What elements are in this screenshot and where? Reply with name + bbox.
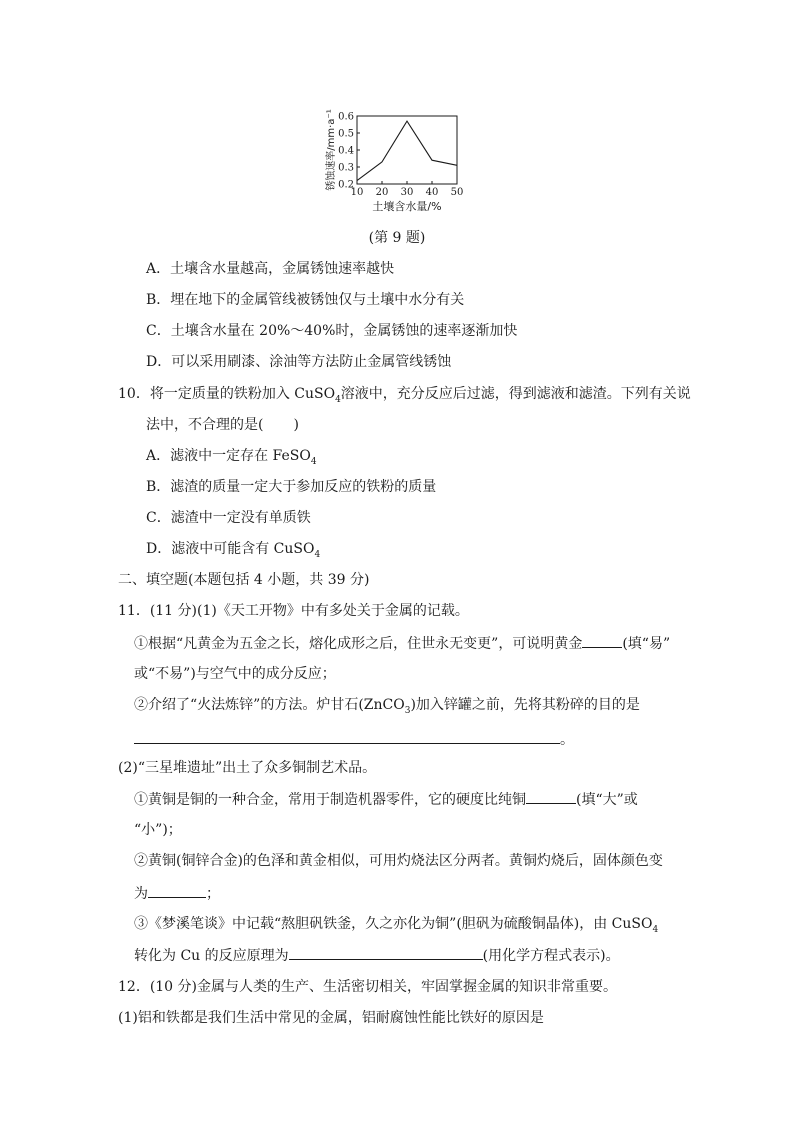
y-tick-label: 0.6 (338, 111, 354, 123)
answer-blank[interactable] (526, 789, 576, 804)
answer-blank[interactable] (289, 945, 483, 960)
q9-option-d: D．可以采用刷漆、涂油等方法防止金属管线锈蚀 (146, 354, 452, 370)
y-tick-label: 0.5 (338, 128, 354, 140)
x-tick-label: 40 (425, 187, 439, 198)
figure-caption: (第 9 题) (368, 230, 426, 246)
q11-2-3-line2: 转化为 Cu 的反应原理为 (用化学方程式表示)。 (134, 945, 620, 966)
x-axis-label: 土壤含水量/% (372, 200, 442, 213)
plot-frame (357, 116, 457, 184)
q12-part1: (1)铝和铁都是我们生活中常见的金属，铝耐腐蚀性能比铁好的原因是 (118, 1010, 544, 1026)
q10-option-b: B．滤渣的质量一定大于参加反应的铁粉的质量 (146, 479, 437, 495)
q11-2-1-line1: ①黄铜是铜的一种合金，常用于制造机器零件，它的硬度比纯铜 (填“大”或 (134, 789, 638, 810)
q12-head: 12．(10 分)金属与人类的生产、生活密切相关，牢固掌握金属的知识非常重要。 (118, 979, 618, 995)
q10-stem-line1: 10．将一定质量的铁粉加入 CuSO$_4$溶液中，充分反应后过滤，得到滤液和滤渣。下列有关说 (118, 386, 691, 405)
q10-stem-line2: 法中，不合理的是( ) (146, 417, 299, 433)
y-tick-label: 0.4 (338, 145, 354, 157)
x-tick-label: 20 (375, 187, 389, 198)
q9-option-b: B．埋在地下的金属管线被锈蚀仅与土壤中水分有关 (146, 292, 465, 308)
answer-blank[interactable] (582, 633, 622, 648)
q11-head: 11．(11 分)(1)《天工开物》中有多处关于金属的记载。 (118, 603, 469, 619)
q11-1-1-line2: 或“不易”)与空气中的成分反应； (134, 666, 336, 682)
q11-2-2-line1: ②黄铜(铜锌合金)的色泽和黄金相似，可用灼烧法区分两者。黄铜灼烧后，固体颜色变 (134, 853, 663, 869)
q9-option-a: A．土壤含水量越高，金属锈蚀速率越快 (146, 261, 395, 277)
corrosion-rate-line (357, 121, 457, 181)
y-tick-label: 0.2 (338, 179, 354, 191)
q11-2-2-line2: 为 ； (134, 883, 220, 904)
corrosion-rate-chart (320, 100, 480, 218)
answer-blank[interactable] (134, 729, 560, 744)
q10-option-c: C．滤渣中一定没有单质铁 (146, 510, 311, 526)
y-axis-label: 锈蚀速率/mm·a⁻¹ (326, 109, 337, 191)
q11-part2-head: (2)“三星堆遗址”出土了众多铜制艺术品。 (118, 760, 377, 776)
q10-option-a: A．滤液中一定存在 FeSO$_4$ (146, 448, 317, 467)
q11-2-3-line1: ③《梦溪笔谈》中记载“熬胆矾铁釜，久之亦化为铜”(胆矾为硫酸铜晶体)，由 CuSO$_4$ (134, 916, 659, 935)
q11-2-1-line2: “小”)； (134, 822, 182, 838)
answer-blank[interactable] (148, 883, 206, 898)
x-tick-label: 50 (450, 187, 464, 198)
x-tick-label: 30 (400, 187, 414, 198)
y-tick-label: 0.3 (338, 162, 354, 174)
q11-1-2-line2: 。 (134, 729, 574, 750)
q11-1-1-line1: ①根据“凡黄金为五金之长，熔化成形之后，住世永无变更”，可说明黄金 (填“易” (134, 633, 670, 654)
q11-1-2-line1: ②介绍了“火法炼锌”的方法。炉甘石(ZnCO$_3$)加入锌罐之前，先将其粉碎的目的是 (134, 697, 640, 716)
section-heading: 二、填空题(本题包括 4 小题，共 39 分) (118, 572, 370, 588)
q9-option-c: C．土壤含水量在 20%～40%时，金属锈蚀的速率逐渐加快 (146, 323, 518, 339)
q10-option-d: D．滤液中可能含有 CuSO$_4$ (146, 541, 321, 560)
x-tick-label: 10 (350, 187, 364, 198)
